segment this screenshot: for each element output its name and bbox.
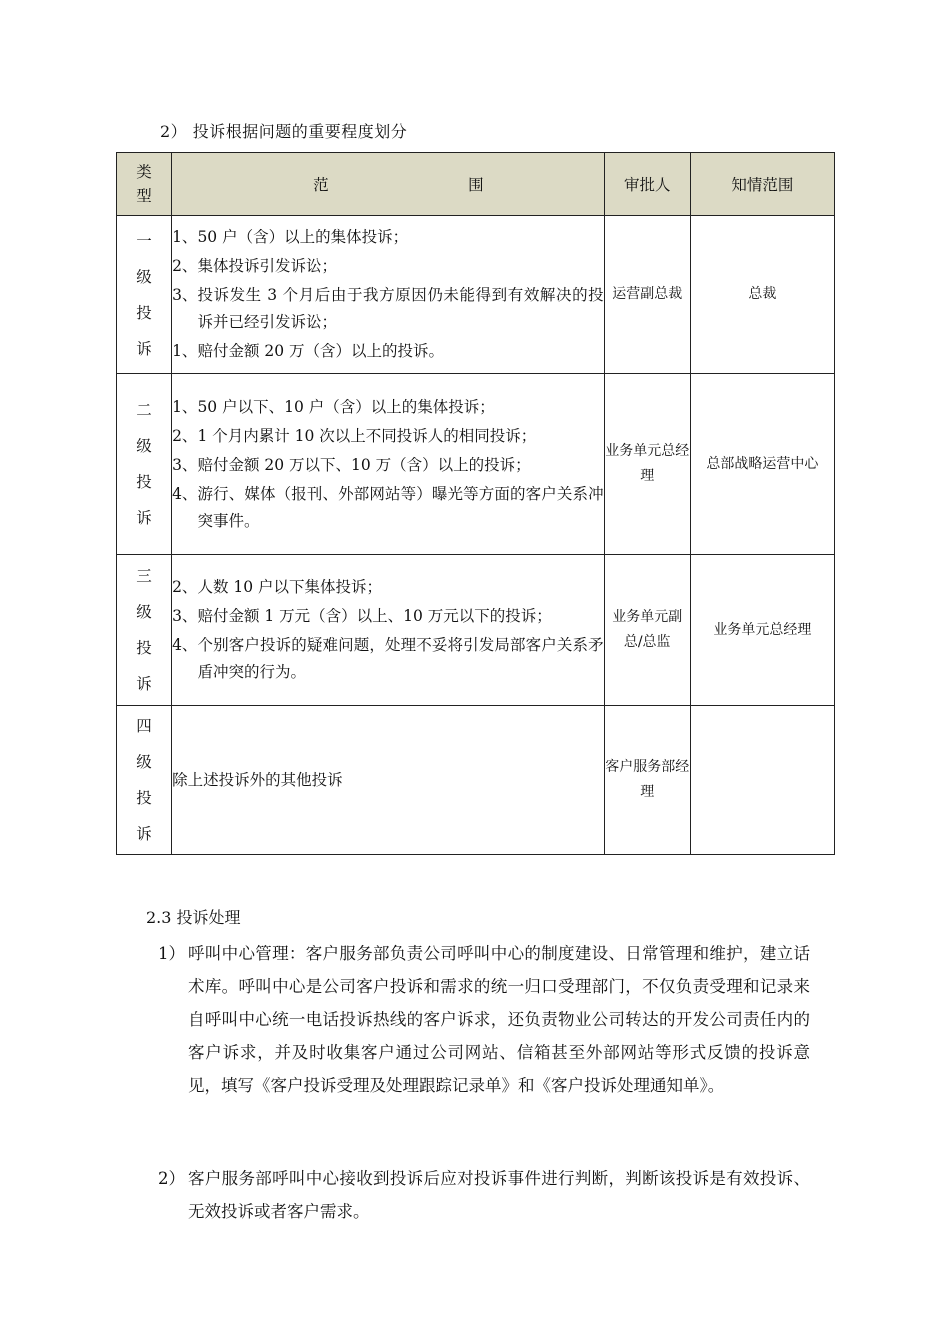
item-number: 4、 xyxy=(172,484,198,503)
level-char: 诉 xyxy=(136,675,152,693)
level-char: 投 xyxy=(136,303,152,322)
paragraph-text: 客户服务部呼叫中心接收到投诉后应对投诉事件进行判断，判断该投诉是有效投诉、无效投诉或者客户需求。 xyxy=(188,1169,810,1221)
scope-cell xyxy=(172,706,605,855)
scope-item xyxy=(172,767,604,794)
level-char: 级 xyxy=(136,267,152,286)
item-text: 游行、媒体（报刊、外部网站等）曝光等方面的客户关系冲突事件。 xyxy=(197,484,604,530)
level-char: 级 xyxy=(136,753,152,771)
item-number: 4、 xyxy=(172,636,198,654)
item-text: 赔付金额 20 万（含）以上的投诉。 xyxy=(197,342,445,360)
complaint-level-table xyxy=(116,152,835,855)
level-type-cell xyxy=(117,555,172,706)
level-char: 四 xyxy=(136,717,152,735)
item-number: 2、 xyxy=(172,426,198,445)
scope-item xyxy=(172,481,604,535)
table-row-level-3 xyxy=(117,555,835,706)
paragraph-text: 呼叫中心管理：客户服务部负责公司呼叫中心的制度建设、日常管理和维护，建立话术库。呼叫中心是公司客户投诉和需求的统一归口受理部门，不仅负责受理和记录来自呼叫中心统一电话投诉热线的客户诉求，还负责物业公司转达的开发公司责任内的客户诉求，并及时收集客户通过公司网站、信箱甚至外部网站等形式反馈的投诉意见，填写《客户投诉受理及处理跟踪记录单》和《客户投诉处理通知单》。 xyxy=(188,944,810,1095)
level-type-cell xyxy=(117,706,172,855)
header-informed: 知情范围 xyxy=(690,153,834,216)
informed-cell: 总裁 xyxy=(690,216,834,374)
table-row-level-2 xyxy=(117,374,835,555)
level-char: 投 xyxy=(136,473,152,491)
scope-item xyxy=(172,603,604,630)
scope-item xyxy=(172,423,604,450)
item-text: 赔付金额 1 万元（含）以上、10 万元以下的投诉； xyxy=(197,607,552,625)
item-number: 2、 xyxy=(172,257,198,275)
scope-item xyxy=(172,632,604,686)
scope-item xyxy=(172,338,604,365)
scope-item xyxy=(172,224,604,251)
approver-cell: 运营副总裁 xyxy=(604,216,690,374)
header-scope xyxy=(172,153,605,216)
level-char: 级 xyxy=(136,603,152,621)
level-char: 诉 xyxy=(136,509,152,527)
item-text: 赔付金额 20 万以下、10 万（含）以上的投诉； xyxy=(197,455,531,474)
item-text: 1 个月内累计 10 次以上不同投诉人的相同投诉； xyxy=(197,426,537,445)
item-number: 1、 xyxy=(172,397,198,416)
item-text: 50 户（含）以上的集体投诉； xyxy=(197,228,409,246)
header-type-char: 型 xyxy=(136,187,152,205)
item-number: 3、 xyxy=(172,455,198,474)
table-row-level-4 xyxy=(117,706,835,855)
level-char: 二 xyxy=(136,401,152,419)
item-text: 个别客户投诉的疑难问题，处理不妥将引发局部客户关系矛盾冲突的行为。 xyxy=(197,636,604,681)
scope-item xyxy=(172,574,604,601)
paragraph-label: 1） xyxy=(158,944,185,963)
item-text: 人数 10 户以下集体投诉； xyxy=(197,578,383,596)
level-char: 诉 xyxy=(136,339,152,358)
scope-cell xyxy=(172,216,605,374)
table-heading: 2） 投诉根据问题的重要程度划分 xyxy=(160,122,408,141)
level-char: 一 xyxy=(136,231,152,250)
table-row-level-1 xyxy=(117,216,835,374)
informed-cell: 总部战略运营中心 xyxy=(690,374,834,555)
paragraph-1 xyxy=(158,937,810,1102)
header-type xyxy=(117,153,172,216)
approver-cell: 业务单元副总/总监 xyxy=(604,555,690,706)
header-scope-char: 范 xyxy=(313,176,329,194)
scope-item xyxy=(172,394,604,421)
level-char: 投 xyxy=(136,639,152,657)
level-char: 诉 xyxy=(136,825,152,843)
informed-cell: 业务单元总经理 xyxy=(690,555,834,706)
item-number: 3、 xyxy=(172,607,198,625)
scope-item xyxy=(172,253,604,280)
header-type-char: 类 xyxy=(136,163,152,181)
section-title: 2.3 投诉处理 xyxy=(146,908,241,927)
scope-cell xyxy=(172,555,605,706)
scope-cell xyxy=(172,374,605,555)
level-char: 投 xyxy=(136,789,152,807)
paragraph-label: 2） xyxy=(158,1169,185,1188)
approver-cell: 业务单元总经理 xyxy=(604,374,690,555)
header-approver: 审批人 xyxy=(604,153,690,216)
paragraph-2 xyxy=(158,1162,810,1228)
approver-cell: 客户服务部经理 xyxy=(604,706,690,855)
item-number: 3、 xyxy=(172,286,198,304)
level-type-cell xyxy=(117,216,172,374)
scope-item xyxy=(172,282,604,336)
level-char: 三 xyxy=(136,567,152,585)
item-text: 除上述投诉外的其他投诉 xyxy=(172,770,343,789)
header-scope-char: 围 xyxy=(468,176,484,194)
item-number: 1、 xyxy=(172,228,198,246)
level-char: 级 xyxy=(136,437,152,455)
item-text: 投诉发生 3 个月后由于我方原因仍未能得到有效解决的投诉并已经引发诉讼； xyxy=(197,286,604,331)
informed-cell xyxy=(690,706,834,855)
level-type-cell xyxy=(117,374,172,555)
item-text: 集体投诉引发诉讼； xyxy=(197,257,337,275)
item-number: 1、 xyxy=(172,342,198,360)
item-text: 50 户以下、10 户（含）以上的集体投诉； xyxy=(197,397,495,416)
item-number: 2、 xyxy=(172,578,198,596)
scope-item xyxy=(172,452,604,479)
table-header-row xyxy=(117,153,835,216)
